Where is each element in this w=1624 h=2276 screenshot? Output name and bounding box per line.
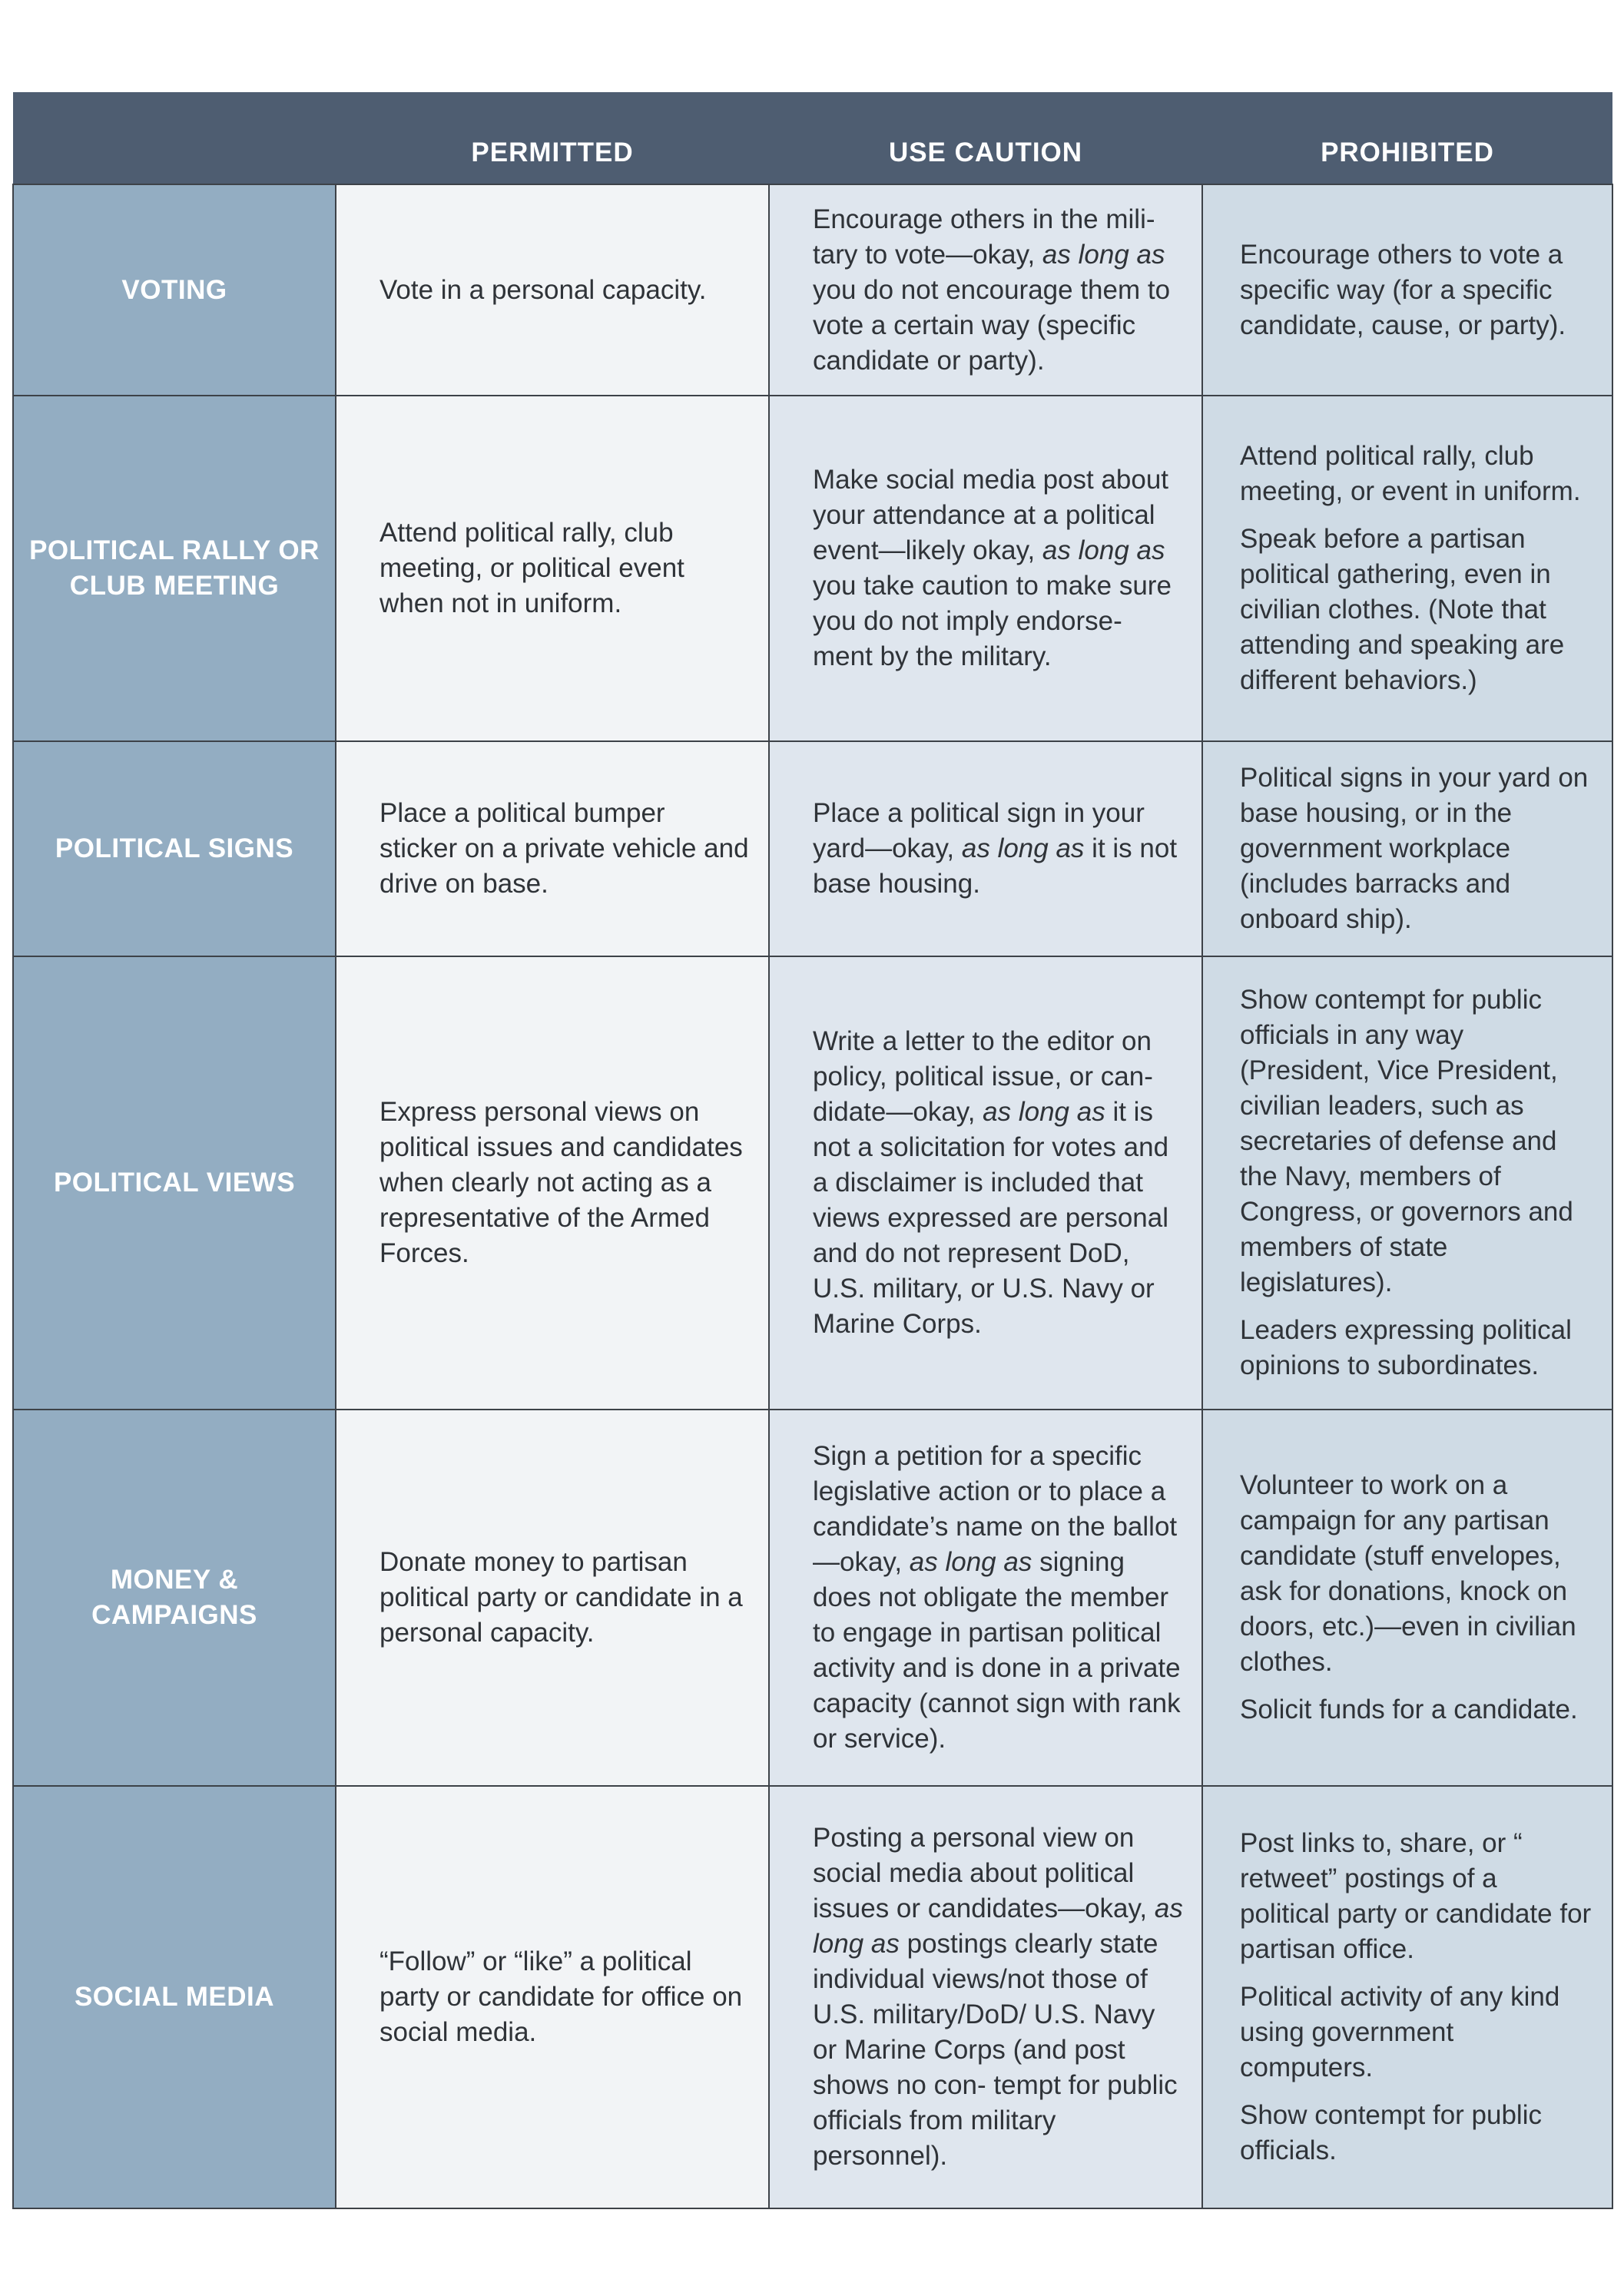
as-long-as-emphasis: as long as: [961, 833, 1085, 863]
permitted-cell: Attend political rally, club meeting, or political event when not in uniform.: [336, 396, 769, 741]
use-caution-cell: Encourage others in the mili- tary to vote—okay, as long as you do not encourage them to vote a certain way (specific candidate or party).: [769, 184, 1202, 396]
prohibited-item: Show contempt for public officials.: [1240, 2100, 1542, 2165]
as-long-as-emphasis: as long as: [983, 1097, 1105, 1127]
prohibited-item: Political signs in your yard on base housing, or in the government workplace (includes barracks and onboard ship).: [1240, 763, 1589, 934]
table-row-political-views: [13, 956, 1612, 1410]
header-prohibited: PROHIBITED: [1202, 92, 1612, 184]
table-row-money-campaigns: [13, 1410, 1612, 1786]
table-row-voting: [13, 184, 1612, 396]
prohibited-item: Solicit funds for a candidate.: [1240, 1695, 1578, 1724]
table-row-political-signs: [13, 741, 1612, 956]
permitted-cell: Vote in a personal capacity.: [336, 184, 769, 396]
row-label: SOCIAL MEDIA: [13, 1786, 336, 2208]
prohibited-cell: [1202, 396, 1612, 741]
prohibited-item: Show contempt for public officials in any way (President, Vice President, civilian leaders, such as secretaries of defense and the Navy, members of Congress, or governors and members of state legislatures).: [1240, 985, 1573, 1297]
prohibited-item: Attend political rally, club meeting, or event in uniform.: [1240, 441, 1581, 506]
prohibited-cell: [1202, 956, 1612, 1410]
use-caution-cell: Sign a petition for a specific legislative action or to place a candidate’s name on the ballot—okay, as long as signing does not obligate the member to engage in partisan political activity and is done in a private capacity (cannot sign with rank or service).: [769, 1410, 1202, 1786]
prohibited-cell: [1202, 184, 1612, 396]
use-caution-cell: Write a letter to the editor on policy, political issue, or can- didate—okay, as long as it is not a solicitation for votes and a disclaimer is included that views expressed are personal and do not represent DoD, U.S. military, or U.S. Navy or Marine Corps.: [769, 956, 1202, 1410]
permitted-cell: Express personal views on political issues and candidates when clearly not acting as a representative of the Armed Forces.: [336, 956, 769, 1410]
permitted-cell: Donate money to partisan political party or candidate in a personal capacity.: [336, 1410, 769, 1786]
header-permitted: PERMITTED: [336, 92, 769, 184]
row-label: POLITICAL VIEWS: [13, 956, 336, 1410]
permitted-cell: Place a political bumper sticker on a private vehicle and drive on base.: [336, 741, 769, 956]
header-row: [13, 92, 1612, 184]
prohibited-cell: [1202, 1786, 1612, 2208]
as-long-as-emphasis: as long as: [813, 1893, 1183, 1959]
prohibited-item: Encourage others to vote a specific way (for a specific candidate, cause, or party).: [1240, 239, 1566, 340]
prohibited-cell: [1202, 1410, 1612, 1786]
prohibited-item: Volunteer to work on a campaign for any partisan candidate (stuff envelopes, ask for donations, knock on doors, etc.)—even in civilian clothes.: [1240, 1470, 1576, 1677]
use-caution-cell: Place a political sign in your yard—okay, as long as it is not base housing.: [769, 741, 1202, 956]
table-row-social-media: [13, 1786, 1612, 2208]
prohibited-item: Leaders expressing political opinions to subordinates.: [1240, 1315, 1572, 1380]
row-label: POLITICAL SIGNS: [13, 741, 336, 956]
use-caution-cell: Posting a personal view on social media about political issues or candidates—okay, as long as postings clearly state individual views/not those of U.S. military/DoD/ U.S. Navy or Marine Corps (and post shows no con- tempt for public officials from military personnel).: [769, 1786, 1202, 2208]
as-long-as-emphasis: as long as: [909, 1547, 1032, 1577]
prohibited-item: Speak before a partisan political gathering, even in civilian clothes. (Note that attending and speaking are different behaviors.): [1240, 524, 1565, 695]
row-label: VOTING: [13, 184, 336, 396]
table-row-political-rally: [13, 396, 1612, 741]
row-label: MONEY & CAMPAIGNS: [13, 1410, 336, 1786]
use-caution-cell: Make social media post about your attendance at a political event—likely okay, as long as you take caution to make sure you do not imply endorse- ment by the military.: [769, 396, 1202, 741]
prohibited-item: Post links to, share, or “ retweet” postings of a political party or candidate for partisan office.: [1240, 1828, 1592, 1964]
as-long-as-emphasis: as long as: [1042, 535, 1165, 565]
row-label: POLITICAL RALLY OR CLUB MEETING: [13, 396, 336, 741]
as-long-as-emphasis: as long as: [1042, 239, 1165, 270]
political-activity-guide-table: [12, 92, 1613, 2209]
header-use-caution: USE CAUTION: [769, 92, 1202, 184]
prohibited-cell: [1202, 741, 1612, 956]
prohibited-item: Political activity of any kind using government computers.: [1240, 1982, 1560, 2082]
header-blank: [13, 92, 336, 184]
permitted-cell: “Follow” or “like” a political party or candidate for office on social media.: [336, 1786, 769, 2208]
